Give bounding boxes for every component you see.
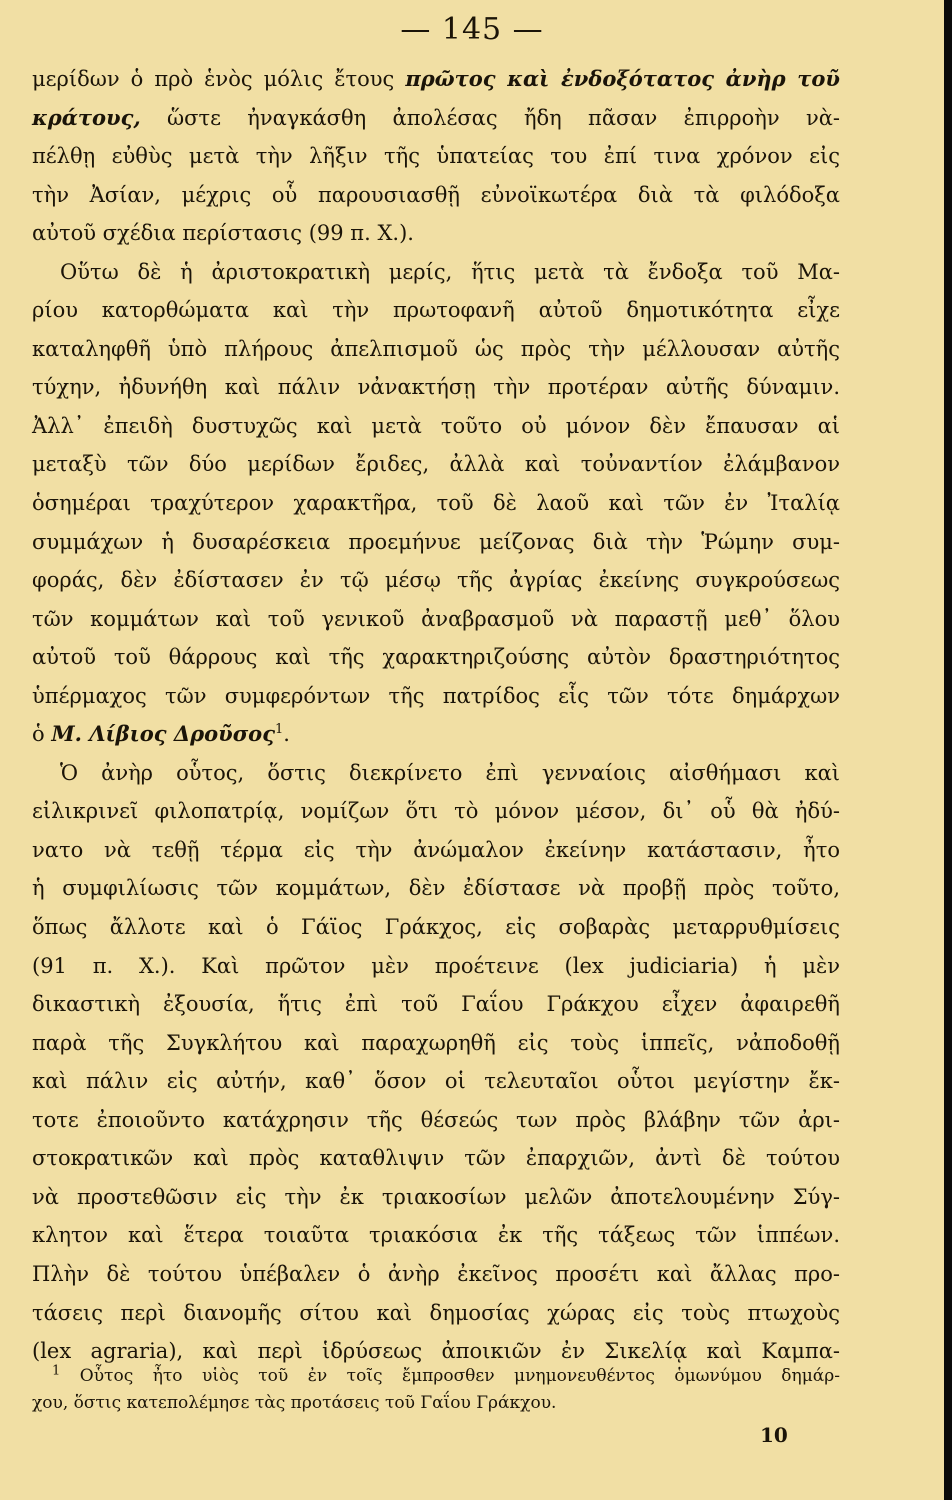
- text-line: [32, 99, 840, 138]
- text-line: [32, 792, 840, 831]
- text-line: [32, 947, 840, 986]
- text-span: νατο νὰ τεθῇ τέρμα εἰς τὴν ἀνώμαλον ἐκείνην κατάστασιν, ἦτο: [32, 837, 840, 862]
- text-span: Ἀλλ᾽ ἐπειδὴ δυστυχῶς καὶ μετὰ τοῦτο οὐ μόνον δὲν ἔπαυσαν αἱ: [32, 413, 840, 438]
- text-span: μερίδων ὁ πρὸ ἑνὸς μόλις ἔτους: [32, 67, 406, 91]
- scan-edge: [944, 0, 952, 1500]
- text-span: τύχην, ἠδυνήθη καὶ πάλιν νἀνακτήσῃ τὴν προτέραν αὐτῆς δύναμιν.: [32, 375, 840, 400]
- text-span: κλητον καὶ ἕτερα τοιαῦτα τριακόσια ἐκ τῆς τάξεως τῶν ἱππέων.: [32, 1223, 840, 1248]
- text-line: [32, 1178, 840, 1217]
- footnotes: [32, 1363, 840, 1417]
- text-line: [32, 60, 840, 99]
- text-span: ρίου κατορθώματα καὶ τὴν πρωτοφανῆ αὐτοῦ δημοτικότητα εἶχε: [32, 298, 840, 323]
- footnote-text: Οὗτος ἦτο υἱὸς τοῦ ἐν τοῖς ἔμπροσθεν μνημονευθέντος ὁμωνύμου δημάρ-: [79, 1366, 840, 1386]
- emphasized-text: πρῶτος καὶ ἐνδοξότατος ἀνὴρ τοῦ: [405, 66, 840, 91]
- text-span: τάσεις περὶ διανομῆς σίτου καὶ δημοσίας χώρας εἰς τοὺς πτωχοὺς: [32, 1300, 840, 1325]
- text-span: τὴν Ἀσίαν, μέχρις οὗ παρουσιασθῇ εὐνοϊκωτέρα διὰ τὰ φιλόδοξα: [32, 182, 840, 207]
- text-line: [32, 253, 840, 292]
- text-span: τοτε ἐποιοῦντο κατάχρησιν τῆς θέσεώς των πρὸς βλάβην τῶν ἀρι-: [32, 1107, 840, 1132]
- text-span: αὐτοῦ τοῦ θάρρους καὶ τῆς χαρακτηριζούσης αὐτὸν δραστηριότητος: [32, 645, 840, 670]
- signature-mark: 10: [760, 1423, 788, 1447]
- page-number-header: — 145 —: [400, 12, 544, 47]
- text-line: [32, 214, 840, 253]
- text-line: [32, 368, 840, 407]
- text-line: [32, 869, 840, 908]
- main-text: [32, 60, 840, 1371]
- text-line: [32, 715, 840, 754]
- text-line: [32, 330, 840, 369]
- text-span: (91 π. Χ.). Καὶ πρῶτον μὲν προέτεινε (lex judiciaria) ἡ μὲν: [32, 953, 840, 978]
- text-span: ὅπως ἄλλοτε καὶ ὁ Γάϊος Γράκχος, εἰς σοβαρὰς μεταρρυθμίσεις: [32, 915, 840, 940]
- text-span: Ὁ ἀνὴρ οὗτος, ὅστις διεκρίνετο ἐπὶ γενναίοις αἰσθήμασι καὶ: [60, 760, 840, 785]
- text-span: αὐτοῦ σχέδια περίστασις (99 π. Χ.).: [32, 221, 414, 246]
- text-line: [32, 1216, 840, 1255]
- footnote-line: χου, ὅστις κατεπολέμησε τὰς προτάσεις τοῦ Γαΐου Γράκχου.: [32, 1393, 557, 1413]
- text-span: ὥστε ἠναγκάσθη ἀπολέσας ἤδη πᾶσαν ἐπιρροὴν νὰ-: [140, 105, 840, 130]
- text-span: ἡ συμφιλίωσις τῶν κομμάτων, δὲν ἐδίστασε νὰ προβῇ πρὸς τοῦτο,: [32, 876, 840, 901]
- footnote-marker: 1: [52, 1363, 61, 1379]
- text-line: [32, 1062, 840, 1101]
- text-span: συμμάχων ἡ δυσαρέσκεια προεμήνυε μείζονας διὰ τὴν Ῥώμην συμ-: [32, 529, 840, 554]
- text-span: πέλθῃ εὐθὺς μετὰ τὴν λῆξιν τῆς ὑπατείας του ἐπί τινα χρόνον εἰς: [32, 144, 840, 169]
- text-span: ὁσημέραι τραχύτερον χαρακτῆρα, τοῦ δὲ λαοῦ καὶ τῶν ἐν Ἰταλίᾳ: [32, 491, 840, 516]
- text-span: Πλὴν δὲ τούτου ὑπέβαλεν ὁ ἀνὴρ ἐκεῖνος προσέτι καὶ ἄλλας προ-: [32, 1261, 840, 1286]
- text-span: δικαστικὴ ἐξουσία, ἥτις ἐπὶ τοῦ Γαΐου Γράκχου εἶχεν ἀφαιρεθῆ: [32, 992, 840, 1017]
- text-span: μεταξὺ τῶν δύο μερίδων ἔριδες, ἀλλὰ καὶ τοὐναντίον ἐλάμβανον: [32, 452, 840, 477]
- text-span: ὁ: [32, 722, 52, 747]
- text-line: [32, 831, 840, 870]
- text-span: καὶ πάλιν εἰς αὐτήν, καθ᾽ ὅσον οἱ τελευταῖοι οὗτοι μεγίστην ἔκ-: [32, 1069, 840, 1094]
- text-line: [32, 137, 840, 176]
- text-span: τῶν κομμάτων καὶ τοῦ γενικοῦ ἀναβρασμοῦ νὰ παραστῇ μεθ᾽ ὅλου: [32, 606, 840, 631]
- text-line: [32, 1024, 840, 1063]
- text-span: ὑπέρμαχος τῶν συμφερόντων τῆς πατρίδος εἷς τῶν τότε δημάρχων: [32, 683, 840, 708]
- footnote-reference: 1: [274, 722, 284, 738]
- text-span: στοκρατικῶν καὶ πρὸς καταθλιψιν τῶν ἐπαρχιῶν, ἀντὶ δὲ τούτου: [32, 1146, 840, 1171]
- text-line: [32, 677, 840, 716]
- text-line: [32, 176, 840, 215]
- text-line: [32, 985, 840, 1024]
- text-span: (lex agraria), καὶ περὶ ἱδρύσεως ἀποικιῶν ἐν Σικελίᾳ καὶ Καμπα-: [32, 1339, 840, 1364]
- text-line: [32, 638, 840, 677]
- text-line: [32, 407, 840, 446]
- text-span: φοράς, δὲν ἐδίστασεν ἐν τῷ μέσῳ τῆς ἀγρίας ἐκείνης συγκρούσεως: [32, 568, 840, 593]
- text-span: Οὕτω δὲ ἡ ἀριστοκρατικὴ μερίς, ἥτις μετὰ τὰ ἔνδοξα τοῦ Μα-: [60, 259, 840, 284]
- text-span: καταληφθῆ ὑπὸ πλήρους ἀπελπισμοῦ ὡς πρὸς τὴν μέλλουσαν αὐτῆς: [32, 336, 840, 361]
- text-line: [32, 1255, 840, 1294]
- text-span: παρὰ τῆς Συγκλήτου καὶ παραχωρηθῆ εἰς τοὺς ἱππεῖς, νἀποδοθῇ: [32, 1030, 840, 1055]
- text-line: [32, 484, 840, 523]
- text-line: [32, 1101, 840, 1140]
- text-line: [32, 561, 840, 600]
- text-line: [32, 754, 840, 793]
- text-span: νὰ προστεθῶσιν εἰς τὴν ἐκ τριακοσίων μελῶν ἀποτελουμένην Σύγ-: [32, 1184, 840, 1209]
- text-line: [32, 291, 840, 330]
- text-line: [32, 908, 840, 947]
- text-span: .: [283, 722, 290, 747]
- text-line: [32, 1139, 840, 1178]
- text-line: [32, 445, 840, 484]
- text-line: [32, 523, 840, 562]
- emphasized-text: Μ. Λίβιος Δροῦσος: [51, 721, 275, 747]
- text-span: εἰλικρινεῖ φιλοπατρίᾳ, νομίζων ὅτι τὸ μόνον μέσον, δι᾽ οὗ θὰ ἠδύ-: [32, 799, 840, 824]
- text-line: [32, 600, 840, 639]
- emphasized-text: κράτους,: [32, 104, 141, 130]
- footnote-line: [32, 1363, 840, 1390]
- text-line: [32, 1294, 840, 1333]
